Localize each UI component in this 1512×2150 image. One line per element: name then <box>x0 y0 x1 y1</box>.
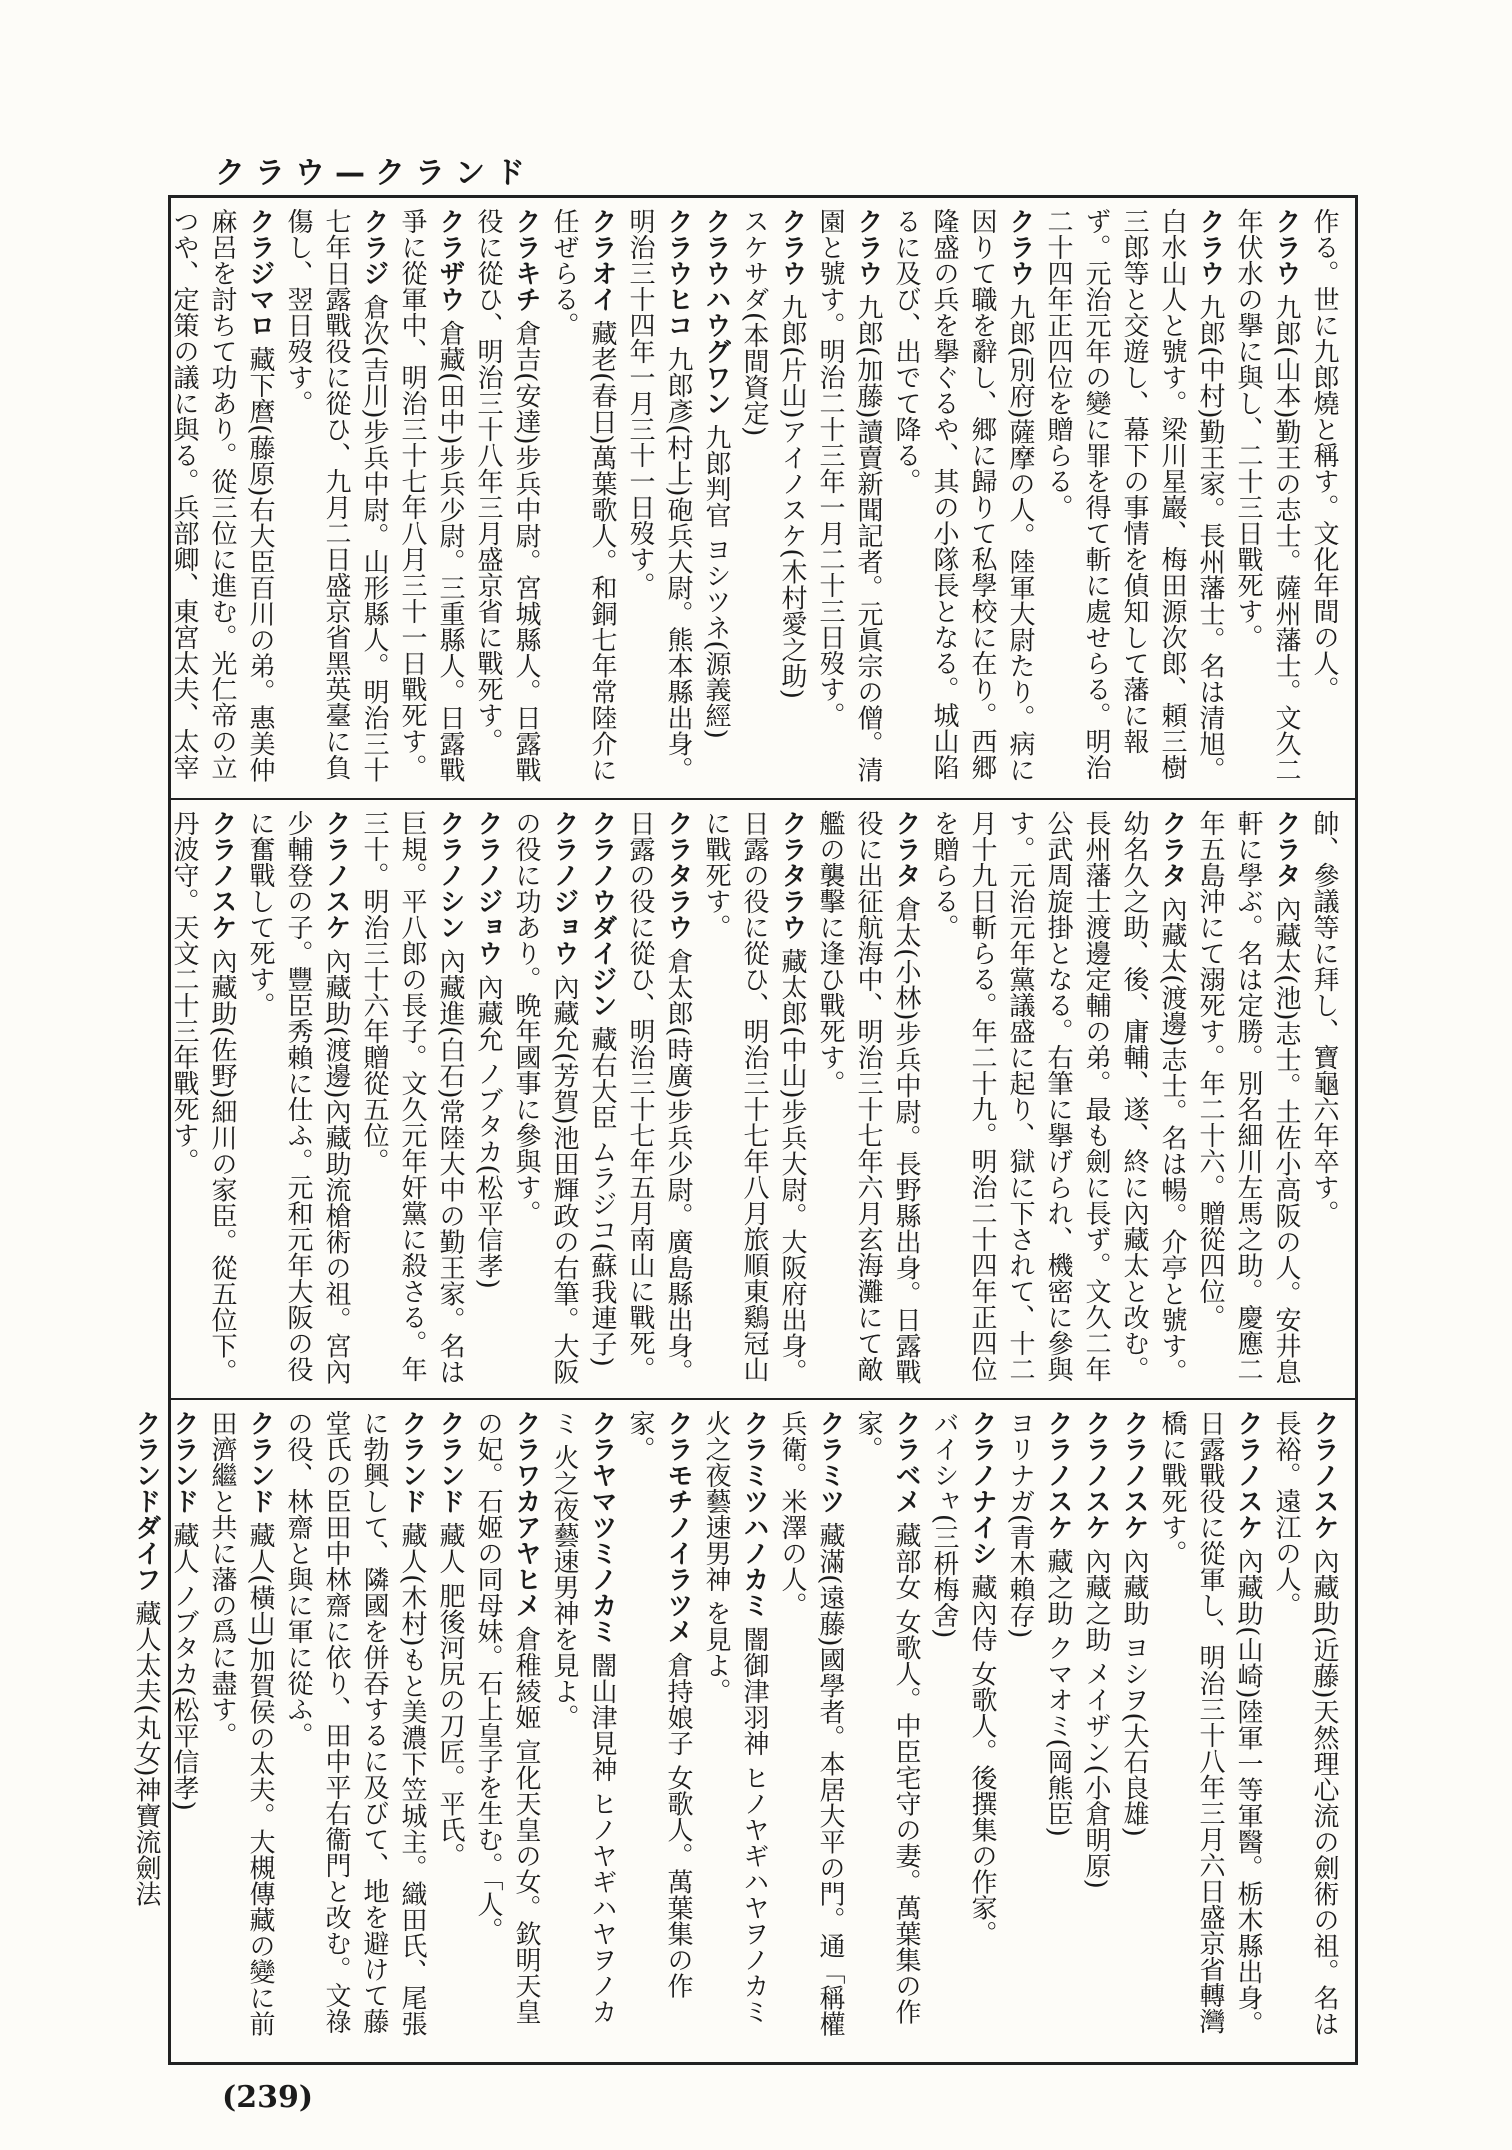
entry-text: 藏右大臣 ムラジコ(蘇我連子) <box>587 1026 617 1367</box>
entry-headword: クラノシン <box>435 810 465 940</box>
dictionary-entry <box>697 208 735 783</box>
entry-text: 藏太郎(中山)步兵大尉。大阪府出身。日露の役に從ひ、明治三十七年八月旅順東鷄冠山に戰死す。 <box>701 810 807 1385</box>
dictionary-entry <box>127 1410 165 2050</box>
dictionary-entry <box>887 208 1039 783</box>
entry-headword: クラタラウ <box>663 810 693 940</box>
dictionary-entry <box>1267 1410 1343 2050</box>
dictionary-entry <box>811 810 925 1385</box>
dictionary-entry <box>545 208 621 783</box>
entry-text: 作る。世に九郎燒と稱す。文化年間の人。 <box>1309 208 1339 702</box>
entry-text: 倉太郎(時廣)步兵少尉。廣島縣出身。日露の役に從ひ、明治三十七年五月南山に戰死。 <box>625 810 693 1385</box>
dictionary-entry <box>1001 1410 1039 2050</box>
entry-headword: クラノウダイジン <box>587 810 617 1018</box>
entry-text: 藏部女 女歌人。中臣宅守の妻。萬葉集の作家。 <box>853 1410 921 2025</box>
entry-headword: クラウ <box>1005 208 1035 286</box>
dictionary-entry <box>545 1410 621 2050</box>
dictionary-entry <box>279 1410 431 2050</box>
entry-headword: クラタ <box>891 810 921 888</box>
dictionary-entry <box>811 208 887 783</box>
entry-headword: クラタラウ <box>777 810 807 940</box>
entry-text: 內藏助 ヨシヲ(大石良雄) <box>1119 1548 1149 1837</box>
entry-headword: クラベメ <box>891 1410 921 1514</box>
entry-text: 九郎(中村)勤王家。長州藩士。名は清旭。白水山人と號す。梁川星巖、梅田源次郎、頼三樹三郎等と交遊し、幕下の事情を偵知して藩に報ず。元治元年の變に罪を得て斬に處せらる。明治二十四年正四位を贈らる。 <box>1043 208 1225 783</box>
entry-headword: クラジ <box>359 208 389 286</box>
dictionary-entry <box>1191 810 1305 1385</box>
section-upper <box>169 208 1343 783</box>
section-middle <box>169 810 1343 1385</box>
text-frame <box>131 195 1358 2065</box>
entry-headword: クラタ <box>1157 810 1187 888</box>
entry-text: 內藏太(渡邊)志士。名は暢。介亭と號す。幼名久之助、後、庸輔、遂、終に內藏太と改む。長州藩士渡邊定輔の弟。最も劍に長ず。文久二年公武周旋掛となる。右筆に擧げられ、機密に參與す。元治元年黨議盛に起り、獄に下されて、十二月十九日斬らる。年二十九。明治二十四年正四位を贈らる。 <box>929 810 1187 1385</box>
dictionary-entry <box>355 810 469 1385</box>
entry-text: 內藏允(芳賀)池田輝政の右筆。大阪の役に功あり。晩年國事に參與す。 <box>511 810 579 1385</box>
entry-text: 內藏太(池)志士。土佐小高阪の人。安井息軒に學ぶ。名は定勝。別名細川左馬之助。慶應二年五島沖にて溺死す。年二十六。贈從四位。 <box>1195 810 1301 1385</box>
entry-headword: クラワカアヤヒメ <box>511 1410 541 1618</box>
dictionary-entry <box>1039 208 1229 783</box>
dictionary-entry <box>583 810 621 1385</box>
dictionary-entry <box>773 208 811 783</box>
dictionary-entry <box>849 1410 925 2050</box>
divider-rule <box>171 798 1355 800</box>
entry-headword: クラウ <box>1195 208 1225 286</box>
entry-headword: クラミツ <box>815 1410 845 1514</box>
entry-headword: クラノスケ <box>1043 1410 1073 1540</box>
entry-text: 藏之助 クマオミ(岡熊臣) <box>1043 1548 1073 1837</box>
entry-text: 倉藏(田中)步兵少尉。三重縣人。日露戰爭に從軍中、明治三十七年八月三十一日戰死す。 <box>397 208 465 783</box>
entry-headword: クラウ <box>777 208 807 286</box>
entry-text: 九郎(片山)アイノスケ(木村愛之助) <box>777 294 807 699</box>
dictionary-entry <box>393 208 469 783</box>
dictionary-entry <box>507 810 583 1385</box>
dictionary-entry <box>735 208 773 783</box>
entry-text: 內藏助(近藤)天然理心流の劍術の祖。名は長裕。遠江の人。 <box>1271 1410 1339 2037</box>
entry-headword: クラノスケ <box>321 810 351 940</box>
entry-headword: クラザウ <box>435 208 465 312</box>
entry-headword: クラウ <box>853 208 883 286</box>
dictionary-entry <box>165 208 279 783</box>
entry-text: 藏內侍 女歌人。後撰集の作家。 <box>967 1574 997 1947</box>
entry-text: 闇山津見神 ヒノヤギハヤヲノカミ 火之夜藝速男神を見よ。 <box>549 1410 617 2025</box>
entry-text: 內藏助(山崎)陸軍一等軍醫。栃木縣出身。日露戰役に從軍し、明治三十八年三月六日盛京省轉灣橋に戰死す。 <box>1157 1410 1263 2037</box>
entry-text: 藏人太夫(丸女)神寶流劍法 <box>131 1600 161 1907</box>
entry-text: 藏人(木村)もと美濃下笠城主。織田氏、尾張に勃興して、隣國を併吞するに及びて、地を避けて藤堂氏の臣田中林齋に依り、田中平右衞門と改む。文祿の役、林齋と與に軍に從ふ。 <box>283 1410 427 2037</box>
entry-text: 藏人 ノブタカ(松平信孝) <box>169 1522 199 1811</box>
dictionary-entry <box>773 1410 849 2050</box>
dictionary-entry <box>469 1410 545 2050</box>
entry-text: 九郎彥(村上)砲兵大尉。熊本縣出身。明治三十四年一月三十一日歿す。 <box>625 208 693 783</box>
dictionary-entry <box>925 810 1191 1385</box>
dictionary-entry <box>1305 208 1343 783</box>
entry-headword: クラオイ <box>587 208 617 312</box>
entry-text: 帥、參議等に拜し、寶龜六年卒す。 <box>1309 810 1339 1226</box>
dictionary-entry <box>621 810 697 1385</box>
dictionary-entry <box>1077 1410 1115 2050</box>
entry-text: スケサダ(本間資定) <box>739 208 769 437</box>
dictionary-entry <box>963 1410 1001 2050</box>
dictionary-entry <box>203 1410 279 2050</box>
entry-headword: クラノジョウ <box>473 810 503 966</box>
entry-headword: クラノスケ <box>1309 1410 1339 1540</box>
entry-headword: クランド <box>169 1410 199 1514</box>
dictionary-entry <box>1039 1410 1077 2050</box>
entry-headword: クランド <box>245 1410 275 1514</box>
entry-headword: クラウ <box>1271 208 1301 286</box>
entry-headword: クラウハウグワン <box>701 208 731 416</box>
divider-rule <box>171 1398 1355 1400</box>
entry-headword: クラジマロ <box>245 208 275 338</box>
entry-text: 倉太(小林)步兵中尉。長野縣出身。日露戰役に出征航海中、明治三十七年六月玄海灘にて敵艦の襲擊に逢ひ戰死す。 <box>815 810 921 1385</box>
section-lower <box>131 1410 1343 2050</box>
entry-text: 藏人(橫山)加賀侯の太夫。大槻傳藏の變に前田濟繼と共に藩の爲に盡す。 <box>207 1410 275 2037</box>
dictionary-entry <box>279 208 393 783</box>
dictionary-entry <box>165 810 241 1385</box>
entry-headword: クランドダイフ <box>131 1410 161 1592</box>
entry-headword: クランド <box>397 1410 427 1514</box>
dictionary-entry <box>1305 810 1343 1385</box>
entry-headword: クラノスケ <box>1119 1410 1149 1540</box>
dictionary-entry <box>1229 208 1305 783</box>
entry-text: 藏滿(遠藤)國學者。本居大平の門。通「稱權兵衛。米澤の人。 <box>777 1410 845 2037</box>
dictionary-entry <box>469 810 507 1385</box>
dictionary-entry <box>697 1410 773 2050</box>
entry-text: 倉稚綾姬 宣化天皇の女。欽明天皇の妃。石姬の同母妹。石上皇子を生む。「人。 <box>473 1410 541 2025</box>
dictionary-entry <box>469 208 545 783</box>
entry-headword: クラノジョウ <box>549 810 579 966</box>
entry-text: 九郎(加藤)讀賣新聞記者。元眞宗の僧。清園と號す。明治二十三年一月二十三日歿す。 <box>815 208 883 783</box>
dictionary-entry <box>1115 1410 1153 2050</box>
entry-text: 藏下麿(藤原)右大臣百川の弟。惠美仲麻呂を討ちて功あり。從三位に進む。光仁帝の立つや、定策の議に與る。兵部卿、東宮太夫、太宰 <box>169 208 275 783</box>
dictionary-entry <box>621 1410 697 2050</box>
dictionary-entry <box>431 1410 469 2050</box>
entry-headword: クラノスケ <box>207 810 237 940</box>
entry-headword: クラモチノイラツメ <box>663 1410 693 1644</box>
entry-text: 九郎(別府)薩摩の人。陸軍大尉たり。病に因りて職を辭し、郷に歸りて私學校に在り。西郷隆盛の兵を擧ぐるや、其の小隊長となる。城山陷るに及び、出でて降る。 <box>891 208 1035 783</box>
entry-headword: クランド <box>435 1410 465 1514</box>
dictionary-entry <box>1153 1410 1267 2050</box>
entry-text: 藏人 肥後河尻の刀匠。平氏。 <box>435 1522 465 1869</box>
entry-text: 內藏進(白石)常陸大中の勤王家。名は巨規。平八郎の長子。文久元年奸黨に殺さる。年三十。明治三十六年贈從五位。 <box>359 810 465 1385</box>
entry-text: ヨリナガ(青木賴存) <box>1005 1410 1035 1639</box>
entry-headword: クラウヒコ <box>663 208 693 338</box>
entry-headword: クラノスケ <box>1233 1410 1263 1540</box>
entry-headword: クラキチ <box>511 208 541 312</box>
dictionary-entry <box>621 208 697 783</box>
entry-headword: クラノナイシ <box>967 1410 997 1566</box>
entry-text: 內藏之助 メイザン(小倉明原) <box>1081 1548 1111 1889</box>
entry-text: 倉吉(安達)步兵中尉。宮城縣人。日露戰役に從ひ、明治三十八年三月盛京省に戰死す。 <box>473 208 541 783</box>
entry-headword: クラミツハノカミ <box>739 1410 769 1618</box>
entry-headword: クラタ <box>1271 810 1301 888</box>
entry-text: 內藏允 ノブタカ(松平信孝) <box>473 974 503 1289</box>
dictionary-entry <box>241 810 355 1385</box>
entry-text: 倉持娘子 女歌人。萬葉集の作家。 <box>625 1410 693 1999</box>
entry-text: 闇御津羽神 ヒノヤギハヤヲノカミ 火之夜藝速男神 を見よ。 <box>701 1410 769 2025</box>
page-number: (239) <box>222 2080 314 2115</box>
entry-text: 九郎(山本)勤王の志士。薩州藩士。文久二年伏水の擧に與し、二十三日戰死す。 <box>1233 208 1301 783</box>
running-head: クラウ—クランド <box>215 156 535 191</box>
entry-text: 九郎判官 ヨシツネ(源義經) <box>701 424 731 739</box>
dictionary-entry <box>165 1410 203 2050</box>
dictionary-entry <box>925 1410 963 2050</box>
entry-text: バイシャ(三枡梅舍) <box>929 1410 959 1639</box>
entry-text: 藏老(春日)萬葉歌人。和銅七年常陸介に任ぜらる。 <box>549 208 617 783</box>
entry-headword: クラヤマツミノカミ <box>587 1410 617 1644</box>
entry-text: 倉次(吉川)步兵中尉。山形縣人。明治三十七年日露戰役に從ひ、九月二日盛京省黑英臺に負傷し、翌日歿す。 <box>283 208 389 783</box>
entry-text: 內藏助(渡邊)內藏助流槍術の祖。宮內少輔登の子。豐臣秀賴に仕ふ。元和元年大阪の役に奮戰して死す。 <box>245 810 351 1385</box>
entry-text: 內藏助(佐野)細川の家臣。從五位下。丹波守。天文二十三年戰死す。 <box>169 810 237 1385</box>
entry-headword: クラノスケ <box>1081 1410 1111 1540</box>
dictionary-entry <box>697 810 811 1385</box>
